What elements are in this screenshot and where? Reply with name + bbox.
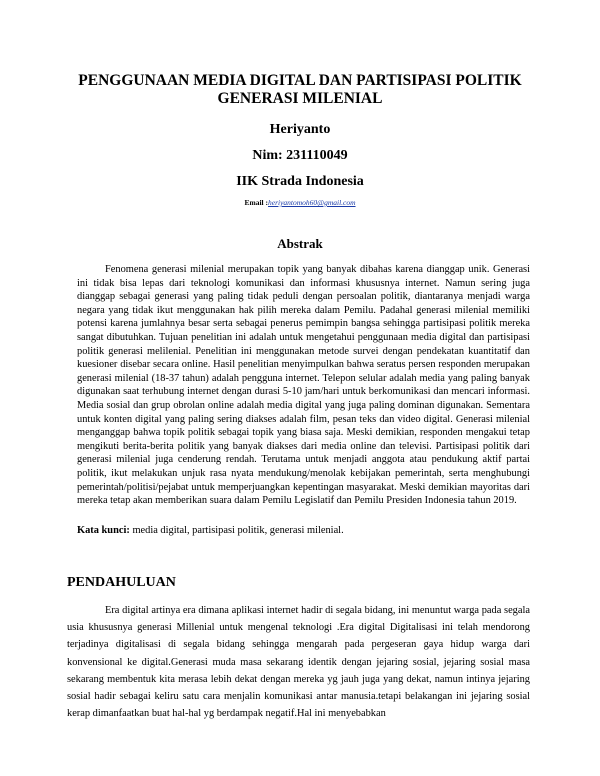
introduction-body [67,602,530,722]
abstract-heading: Abstrak [277,236,323,251]
email-link[interactable]: heriyantomoh60@gmail.com [268,198,356,207]
email-label: Email : [244,198,269,207]
keywords-text: media digital, partisipasi politik, generasi milenial. [132,525,344,536]
author-email-line [0,198,600,207]
introduction-paragraph: Era digital artinya era dimana aplikasi internet hadir di segala bidang, ini menuntut warga pada segala usia khususnya generasi Millenial untuk mengenal teknologi .Era digital Digitalisasi ini telah mendorong terjadinya digitalisasi di segala bidang sehingga mengarah pada pergeseran gaya hidup warga dari konvensional ke digital.Generasi muda masa sekarang identik dengan jejaring sosial, jejaring sosial masa sekarang membentuk kita merasa lebih dekat dengan mereka yg jauh juga yang dekat, namun intinya jejaring sosial hadir sebagai keliru satu cara menjalin komunikasi antar manusia.tetapi belakangan ini jejaring sosial kerap dimanfaatkan buat hal-hal yg berdampak negatif.Hal ini menyebabkan [67,605,530,720]
author-institution: IIK Strada Indonesia [236,174,364,189]
abstract-body [77,263,530,508]
author-nim: Nim: 231110049 [252,148,348,163]
paper-title [60,72,540,108]
title-line-1: PENGGUNAAN MEDIA DIGITAL DAN PARTISIPASI POLITIK [78,72,522,89]
keywords [77,525,530,536]
section-heading-introduction: PENDAHULUAN [67,575,176,590]
title-line-2: GENERASI MILENIAL [217,90,383,107]
abstract-paragraph: Fenomena generasi milenial merupakan topik yang banyak dibahas karena dianggap unik. Generasi ini tidak bisa lepas dari teknologi komunikasi dan informasi khususnya internet. Namun sering juga dianggap sebagai generasi yang paling tidak peduli dengan persoalan politik, diantaranya menjadi warga negara yang tidak ikut menggunakan hak pilih mereka dalam Pemilu. Padahal generasi milenial memiliki potensi karena jumlahnya besar serta sebagai penerus pemimpin bangsa sehingga partisipasi politik mereka sangat dibutuhkan. Tujuan penelitian ini adalah untuk mengetahui penggunaan media digital dan partisipasi politik generasi melilenial. Penelitian ini menggunakan metode survei dengan pendekatan kuantitatif dan kuesioner disebar secara online. Hasil penelitian menyimpulkan bahwa seratus persen responden merupakan generasi milenial (18-37 tahun) adalah pengguna internet. Telepon selular adalah media yang paling banyak digunakan saat terhubung internet dengan durasi 5-10 jam/hari untuk berkomunikasi dan mencari informasi. Media sosial dan grup obrolan online adalah media digital yang juga paling dominan digunakan. Sementara untuk konten digital yang paling sering diakses adalah film, pesan teks dan video digital. Generasi milenial menganggap bahwa topik politik sebagai topik yang biasa saja. Meski demikian, responden mengakui tetap mengikuti berita-berita politik yang banyak diakses dari media online dan televisi. Partisipasi politik dari generasi milenial juga cenderung rendah. Terutama untuk menjadi anggota atau pendukung aktif partai politik, ikut melakukan unjuk rasa nyata mendukung/menolak kebijakan pemerintah, serta menghubungi pemerintah/politisi/pejabat untuk memperjuangkan kepentingan masyarakat. Meski demikian mayoritas dari mereka tetap akan memberikan suara dalam Pemilu Legislatif dan Pemilu Presiden Indonesia tahun 2019. [77,264,530,507]
keywords-label: Kata kunci: [77,525,130,536]
author-name: Heriyanto [269,122,331,137]
